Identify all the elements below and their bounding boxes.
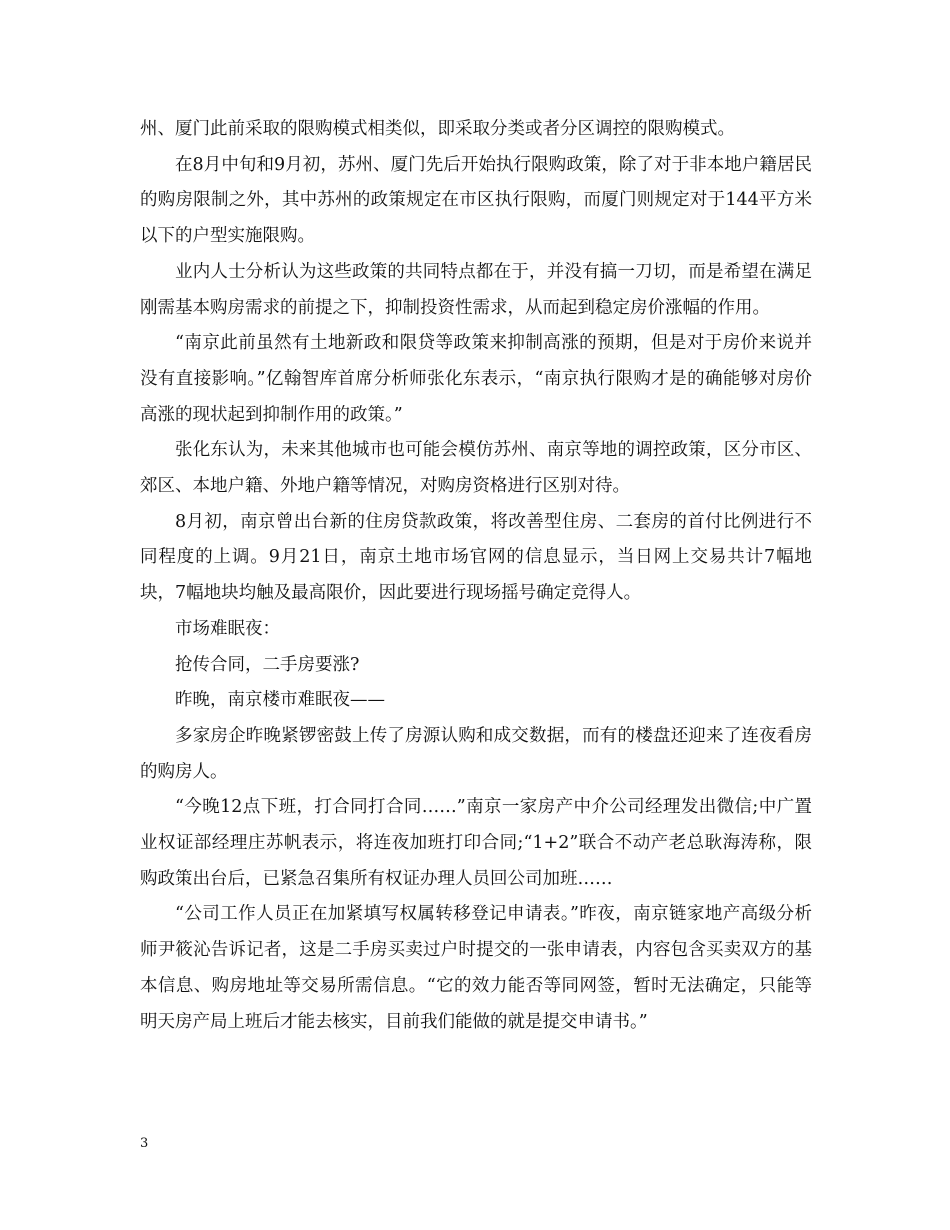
paragraph-1: 州、厦门此前采取的限购模式相类似，即采取分类或者分区调控的限购模式。 (140, 119, 735, 139)
paragraph-9: 昨晚，南京楼市难眠夜—— (175, 690, 385, 711)
paragraph-3: 业内人士分析认为这些政策的共同特点都在于，并没有搞一刀切，而是希望在满足刚需基本购房需求的前提之下，抑制投资性需求，从而起到稳定房价涨幅的作用。 (140, 261, 812, 318)
paragraph-8: 抢传合同，二手房要涨? (175, 654, 360, 675)
paragraph-6: 8月初，南京曾出台新的住房贷款政策，将改善型住房、二套房的首付比例进行不同程度的上调。9月21日，南京土地市场官网的信息显示，当日网上交易共计7幅地块，7幅地块均触及最高限价，因此要进行现场摇号确定竞得人。 (140, 511, 812, 604)
paragraph-7: 市场难眠夜： (175, 618, 280, 639)
paragraph-11: “今晚12点下班，打合同打合同……”南京一家房产中介公司经理发出微信;中广置业权证部经理庄苏帆表示，将连夜加班打印合同;“1+2”联合不动产老总耿海涛称，限购政策出台后，已紧急召集所有权证办理人员回公司加班…… (140, 797, 812, 889)
paragraph-5: 张化东认为，未来其他城市也可能会模仿苏州、南京等地的调控政策，区分市区、郊区、本地户籍、外地户籍等情况，对购房资格进行区别对待。 (140, 440, 812, 497)
paragraph-2: 在8月中旬和9月初，苏州、厦门先后开始执行限购政策，除了对于非本地户籍居民的购房限制之外，其中苏州的政策规定在市区执行限购，而厦门则规定对于144平方米以下的户型实施限购。 (140, 154, 812, 247)
paragraph-12: “公司工作人员正在加紧填写权属转移登记申请表。”昨夜，南京链家地产高级分析师尹筱沁告诉记者，这是二手房买卖过户时提交的一张申请表，内容包含买卖双方的基本信息、购房地址等交易所需信息。“它的效力能否等同网签，暂时无法确定，只能等明天房产局上班后才能去核实，目前我们能做的就是提交申请书。” (140, 904, 812, 1032)
document-body (140, 112, 812, 1040)
paragraph-10: 多家房企昨晚紧锣密鼓上传了房源认购和成交数据，而有的楼盘还迎来了连夜看房的购房人。 (140, 725, 812, 782)
paragraph-4: “南京此前虽然有土地新政和限贷等政策来抑制高涨的预期，但是对于房价来说并没有直接影响。”亿翰智库首席分析师张化东表示，“南京执行限购才是的确能够对房价高涨的现状起到抑制作用的政策。” (140, 333, 812, 425)
page-number: 3 (140, 1136, 149, 1151)
